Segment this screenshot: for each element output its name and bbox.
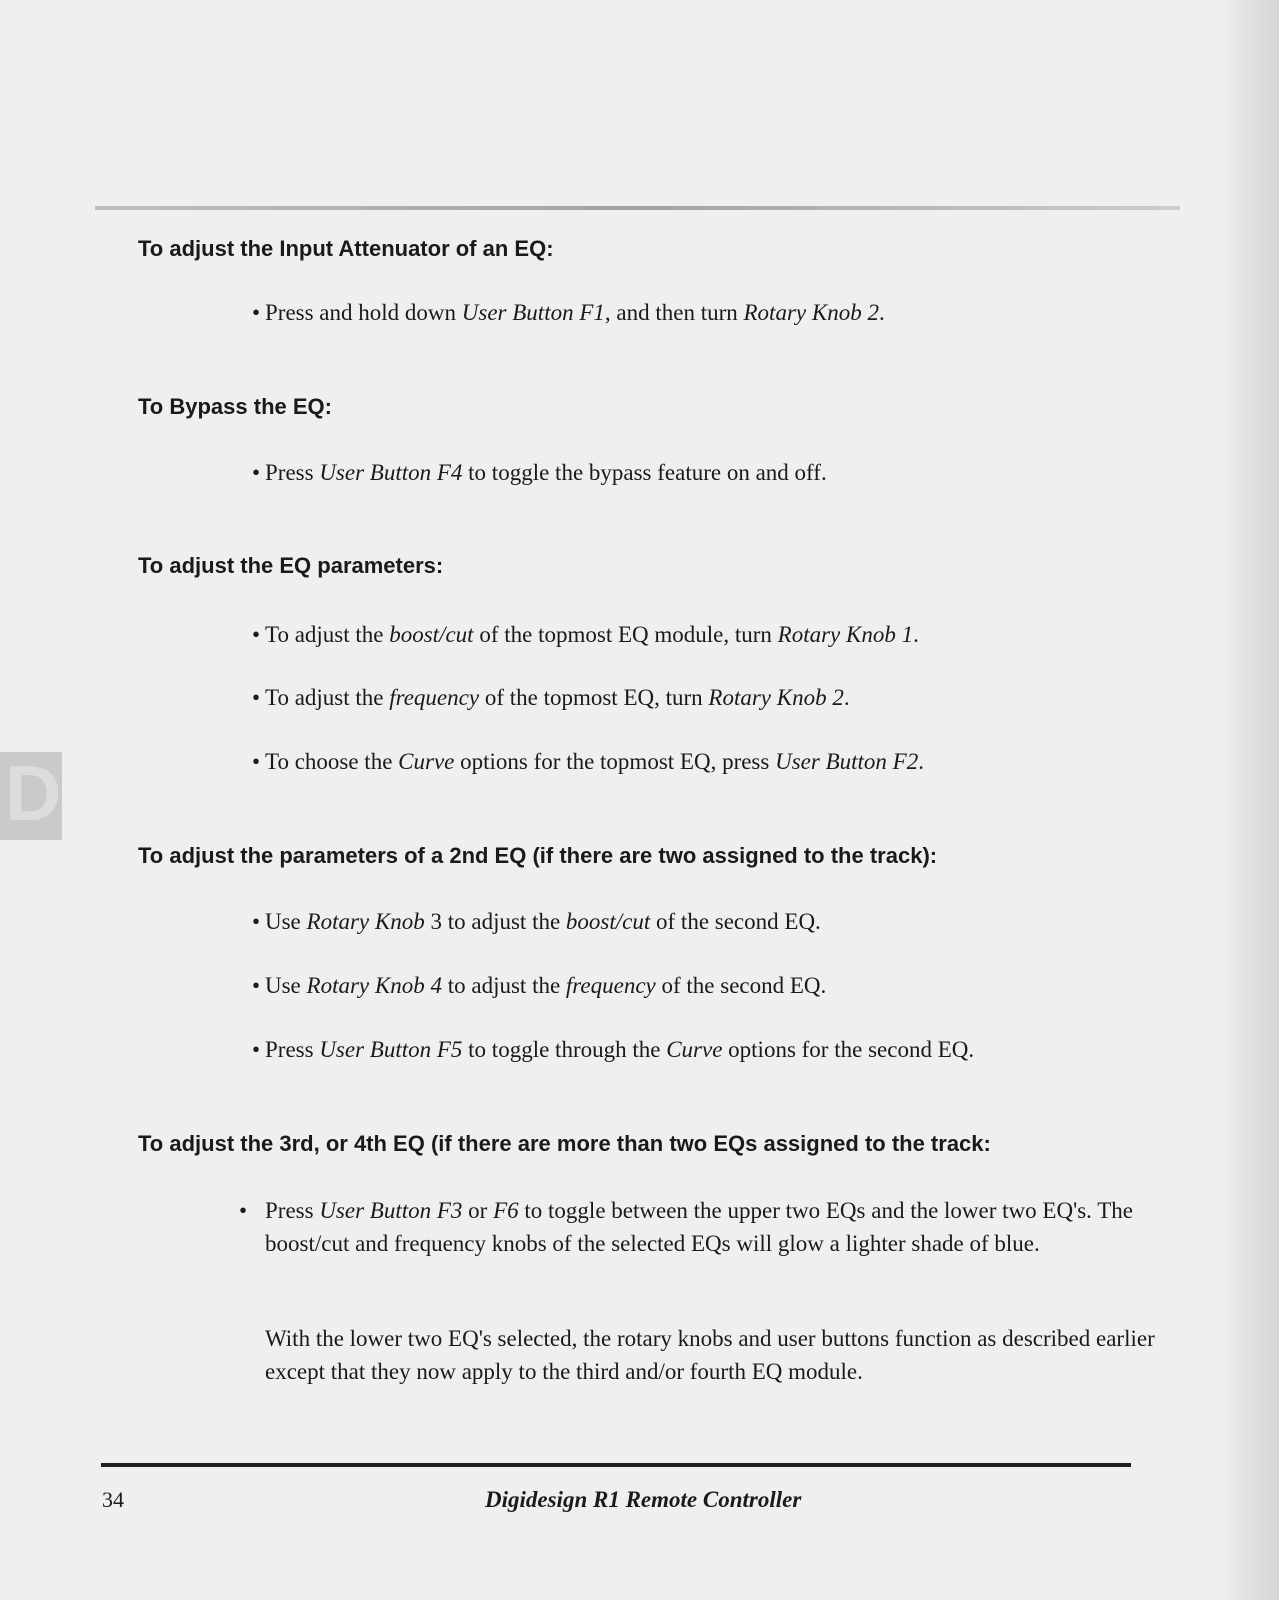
heading-third-fourth-eq: To adjust the 3rd, or 4th EQ (if there are more than two EQs assigned to the track: bbox=[138, 1131, 991, 1156]
heading-second-eq: To adjust the parameters of a 2nd EQ (if there are two assigned to the track): bbox=[138, 843, 938, 868]
page-edge-shadow bbox=[1219, 0, 1279, 1600]
heading-bypass: To Bypass the EQ: bbox=[138, 394, 332, 419]
bullet-second-boost-cut: • Use Rotary Knob 3 to adjust the boost/cut of the second EQ. bbox=[252, 909, 821, 934]
chapter-tab-letter: D bbox=[5, 749, 62, 837]
bullet-boost-cut: • To adjust the boost/cut of the topmost EQ module, turn Rotary Knob 1. bbox=[252, 622, 919, 647]
heading-eq-parameters: To adjust the EQ parameters: bbox=[138, 553, 444, 578]
bullet-frequency: • To adjust the frequency of the topmost EQ, turn Rotary Knob 2. bbox=[252, 685, 850, 710]
footer-rule bbox=[101, 1463, 1131, 1467]
paragraph-lower-eqs: With the lower two EQ's selected, the rotary knobs and user buttons function as described earlier except that they now apply to the third and/or fourth EQ module. bbox=[265, 1326, 1155, 1384]
bullet-second-frequency: • Use Rotary Knob 4 to adjust the frequency of the second EQ. bbox=[252, 973, 827, 998]
bullet-toggle-upper-lower: • Press User Button F3 or F6 to toggle between the upper two EQs and the lower two EQ's. The boost/cut and frequency knobs of the selected EQs will glow a lighter shade of blue. bbox=[239, 1198, 1134, 1256]
bullet-bypass: • Press User Button F4 to toggle the bypass feature on and off. bbox=[252, 460, 827, 485]
heading-input-attenuator: To adjust the Input Attenuator of an EQ: bbox=[138, 236, 554, 261]
footer-title: Digidesign R1 Remote Controller bbox=[485, 1487, 802, 1512]
bullet-curve: • To choose the Curve options for the topmost EQ, press User Button F2. bbox=[252, 749, 924, 774]
page-number: 34 bbox=[102, 1487, 124, 1512]
bullet-input-attenuator: • Press and hold down User Button F1, and then turn Rotary Knob 2. bbox=[252, 300, 885, 325]
header-rule bbox=[95, 206, 1180, 210]
bullet-second-curve: • Press User Button F5 to toggle through the Curve options for the second EQ. bbox=[252, 1037, 975, 1062]
